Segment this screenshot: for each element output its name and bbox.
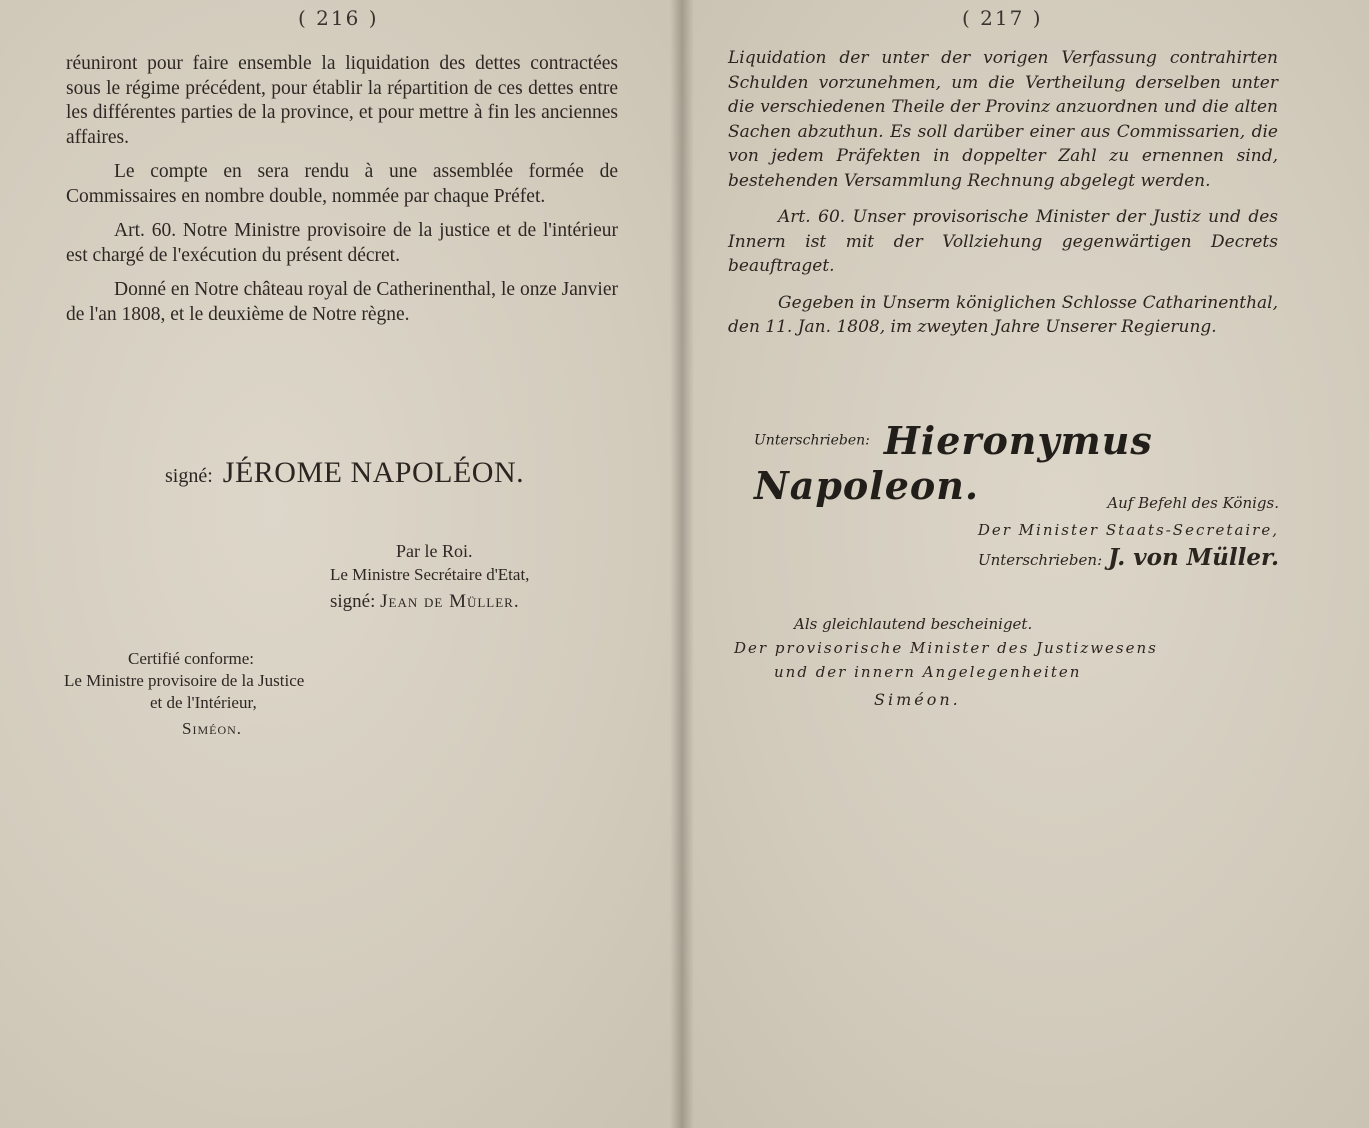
french-cert-name: Siméon. bbox=[182, 719, 243, 738]
french-cert-line-1: Le Ministre provisoire de la Justice bbox=[64, 671, 305, 690]
german-countersign bbox=[978, 490, 1279, 574]
german-signature-name: Hieronymus Napoleon. bbox=[754, 418, 1153, 508]
french-body bbox=[66, 52, 618, 327]
french-minister-signature bbox=[330, 590, 620, 613]
french-minister-signed-label: signé: bbox=[330, 591, 376, 612]
french-minister-name: Jean de Müller. bbox=[380, 591, 520, 612]
french-cert-line-2: et de l'Intérieur, bbox=[150, 693, 257, 712]
page-number-right: ( 217 ) bbox=[962, 6, 1043, 30]
german-minister-signature bbox=[978, 544, 1279, 574]
french-paragraph-3: Art. 60. Notre Ministre provisoire de la justice et de l'intérieur est chargé de l'exécution du présent décret. bbox=[66, 220, 618, 266]
french-countersign bbox=[330, 540, 620, 613]
french-certification bbox=[64, 648, 424, 740]
french-paragraph-1: réuniront pour faire ensemble la liquidation des dettes contractées sous le régime précédent, pour établir la répartition de ces dettes entre les différentes parties de la province, et pour mettre à fin les anciennes affaires. bbox=[66, 53, 618, 148]
french-signature-label: signé: bbox=[165, 465, 213, 487]
german-minister-name: J. von Müller. bbox=[1108, 544, 1279, 571]
french-signature-name: JÉROME NAPOLÉON. bbox=[222, 456, 525, 489]
german-signature-label: Unterschrieben: bbox=[754, 432, 870, 449]
german-minister-signed-label: Unterschrieben: bbox=[977, 551, 1103, 569]
german-certification bbox=[734, 612, 1158, 712]
french-minister-title: Le Ministre Secrétaire d'Etat, bbox=[330, 565, 530, 584]
german-paragraph-1: Liquidation der unter der vorigen Verfassung contrahirten Schulden vorzunehmen, um die Vertheilung derselben unter die verschiedenen Theile der Provinz anzuordnen und die alten Sachen abzuthun. Es soll darüber einer aus Commissarien, die von jedem Präfekten in doppelter Zahl zu ernennen sind, bestehenden Versammlung Rechnung abgelegt werden. bbox=[728, 48, 1278, 191]
german-minister-title: Der Minister Staats-Secretaire, bbox=[977, 521, 1279, 539]
right-page bbox=[682, 0, 1369, 1128]
page-number-left: ( 216 ) bbox=[298, 6, 379, 30]
german-certified: Als gleichlautend bescheiniget. bbox=[794, 615, 1033, 633]
french-paragraph-2: Le compte en sera rendu à une assemblée formée de Commissaires en nombre double, nommée par chaque Préfet. bbox=[66, 161, 618, 207]
german-cert-line-1: Der provisorische Minister des Justizwesens bbox=[734, 639, 1158, 657]
german-paragraph-2: Art. 60. Unser provisorische Minister der Justiz und des Innern ist mit der Vollziehung gegenwärtigen Decrets beauftraget. bbox=[728, 207, 1278, 276]
left-page bbox=[0, 0, 682, 1128]
french-signature bbox=[165, 456, 524, 490]
book-gutter bbox=[670, 0, 694, 1128]
german-king-order: Auf Befehl des Königs. bbox=[1107, 494, 1279, 512]
german-paragraph-3: Gegeben in Unserm königlichen Schlosse Catharinenthal, den 11. Jan. 1808, im zweyten Jahre Unserer Regierung. bbox=[728, 292, 1278, 337]
french-paragraph-4: Donné en Notre château royal de Catherinenthal, le onze Janvier de l'an 1808, et le deuxième de Notre règne. bbox=[66, 279, 618, 325]
german-cert-name: Siméon. bbox=[874, 690, 961, 709]
french-certified: Certifié conforme: bbox=[128, 649, 255, 668]
german-body bbox=[728, 46, 1278, 340]
par-le-roi: Par le Roi. bbox=[396, 541, 473, 561]
german-cert-line-2: und der innern Angelegenheiten bbox=[774, 663, 1082, 681]
